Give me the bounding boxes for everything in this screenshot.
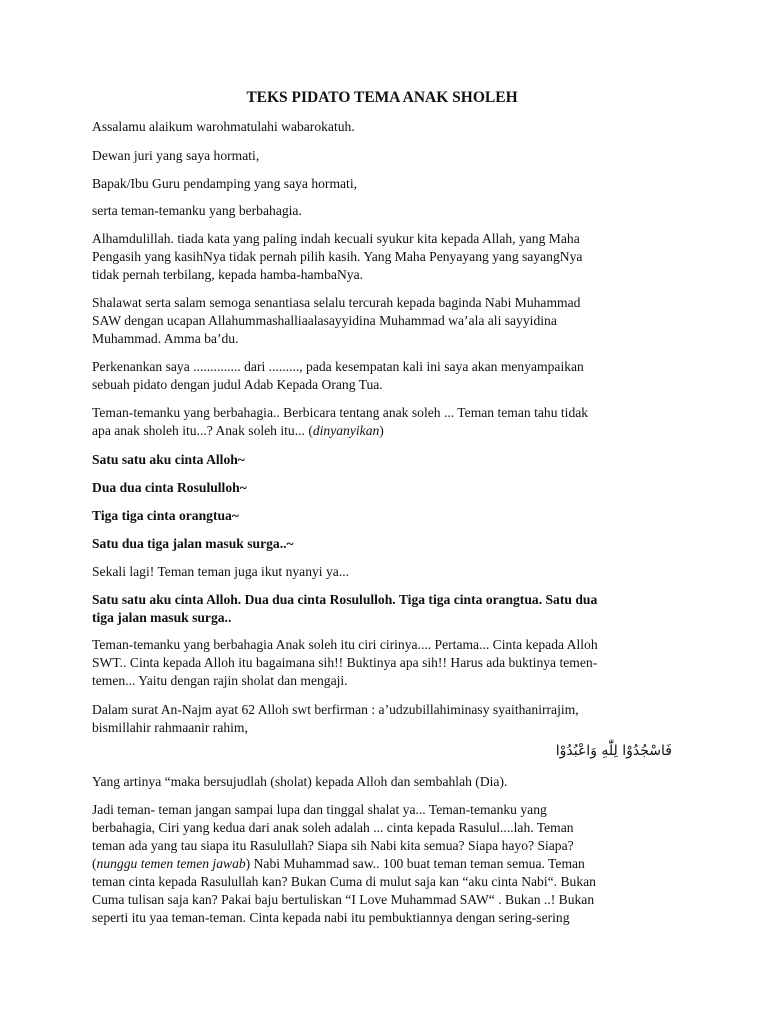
text-line: seperti itu yaa teman-teman. Cinta kepada nabi itu pembuktiannya dengan sering-sering	[92, 910, 570, 925]
song-line-1	[92, 451, 672, 469]
song-line-2	[92, 479, 672, 497]
text-line: tidak pernah terbilang, kepada hamba-hambaNya.	[92, 267, 364, 282]
text-line: serta teman-temanku yang berbahagia.	[92, 203, 302, 218]
hamdalah-paragraph	[92, 230, 672, 284]
address-friends-paragraph	[92, 202, 672, 220]
text-line: Teman-temanku yang berbahagia.. Berbicara tentang anak soleh ... Teman teman tahu tidak	[92, 405, 589, 420]
text-segment: apa anak sholeh itu...? Anak soleh itu... (	[92, 423, 313, 438]
text-line: Cuma tulisan saja kan? Pakai baju bertuliskan “I Love Muhammad SAW“ . Bukan ..! Bukan	[92, 892, 595, 907]
text-line: Yang artinya “maka bersujudlah (sholat) kepada Alloh dan sembahlah (Dia).	[92, 774, 508, 789]
text-line: Alhamdulillah. tiada kata yang paling indah kecuali syukur kita kepada Allah, yang Maha	[92, 231, 580, 246]
quran-reference-paragraph	[92, 701, 672, 737]
anak-soleh-paragraph	[92, 404, 672, 440]
text-line: Shalawat serta salam semoga senantiasa selalu tercurah kepada baginda Nabi Muhammad	[92, 295, 581, 310]
text-segment: )	[379, 423, 384, 438]
text-line: Dua dua cinta Rosululloh~	[92, 480, 247, 495]
text-line: berbahagia, Ciri yang kedua dari anak soleh adalah ... cinta kepada Rasulul....lah. Teman	[92, 820, 574, 835]
stage-direction: nunggu temen temen jawab	[96, 856, 246, 871]
text-line: Pengasih yang kasihNya tidak pernah pilih kasih. Yang Maha Penyayang yang sayangNya	[92, 249, 583, 264]
text-line: Dalam surat An-Najm ayat 62 Alloh swt berfirman : a’udzubillahiminasy syaithanirrajim,	[92, 702, 579, 717]
text-line: sebuah pidato dengan judul Adab Kepada Orang Tua.	[92, 377, 383, 392]
text-line: Muhammad. Amma ba’du.	[92, 331, 239, 346]
sing-again-paragraph	[92, 563, 672, 581]
introduction-paragraph	[92, 358, 672, 394]
text-line: Dewan juri yang saya hormati,	[92, 148, 260, 163]
second-trait-paragraph	[92, 801, 672, 927]
text-line: SWT.. Cinta kepada Alloh itu bagaimana sih!! Buktinya apa sih!! Harus ada buktinya temen-	[92, 655, 598, 670]
text-line: Tiga tiga cinta orangtua~	[92, 508, 239, 523]
text-line: teman cinta kepada Rasulullah kan? Bukan Cuma di mulut saja kan “aku cinta Nabi“. Bukan	[92, 874, 596, 889]
song-line-4	[92, 535, 672, 553]
text-segment: ) Nabi Muhammad saw.. 100 buat teman teman semua. Teman	[245, 856, 585, 871]
greeting-paragraph	[92, 118, 672, 136]
address-jury-paragraph	[92, 147, 672, 165]
stage-direction: dinyanyikan	[312, 423, 380, 438]
text-line: temen... Yaitu dengan rajin sholat dan mengaji.	[92, 673, 348, 688]
text-line: Assalamu alaikum warohmatulahi wabarokatuh.	[92, 119, 355, 134]
document-title: TEKS PIDATO TEMA ANAK SHOLEH	[246, 89, 518, 106]
text-line: Perkenankan saya .............. dari ........., pada kesempatan kali ini saya akan menyampaikan	[92, 359, 584, 374]
first-trait-paragraph	[92, 636, 672, 690]
text-line: Sekali lagi! Teman teman juga ikut nyanyi ya...	[92, 564, 350, 579]
text-line: Satu satu aku cinta Alloh~	[92, 452, 245, 467]
text-line: Jadi teman- teman jangan sampai lupa dan tinggal shalat ya... Teman-temanku yang	[92, 802, 547, 817]
shalawat-paragraph	[92, 294, 672, 348]
text-line	[92, 422, 672, 440]
verse-translation-paragraph	[92, 773, 672, 791]
text-line: Satu dua tiga jalan masuk surga..~	[92, 536, 294, 551]
text-line: bismillahir rahmaanir rahim,	[92, 720, 248, 735]
address-teachers-paragraph	[92, 175, 672, 193]
text-line	[92, 855, 672, 873]
song-line-3	[92, 507, 672, 525]
full-song-paragraph	[92, 591, 672, 627]
text-line: teman ada yang tau siapa itu Rasulullah? Siapa sih Nabi kita semua? Siapa hayo? Siapa?	[92, 838, 574, 853]
text-line: Satu satu aku cinta Alloh. Dua dua cinta Rosululloh. Tiga tiga cinta orangtua. Satu dua	[92, 592, 598, 607]
text-line: Teman-temanku yang berbahagia Anak soleh itu ciri cirinya.... Pertama... Cinta kepada Alloh	[92, 637, 598, 652]
text-line: tiga jalan masuk surga..	[92, 610, 232, 625]
text-segment: (	[92, 856, 97, 871]
arabic-verse: فَاسْجُدُوْا لِلّٰهِ وَاعْبُدُوْا	[555, 743, 672, 759]
text-line: SAW dengan ucapan Allahummashalliaalasayyidina Muhammad wa’ala ali sayyidina	[92, 313, 557, 328]
text-line: Bapak/Ibu Guru pendamping yang saya hormati,	[92, 176, 358, 191]
